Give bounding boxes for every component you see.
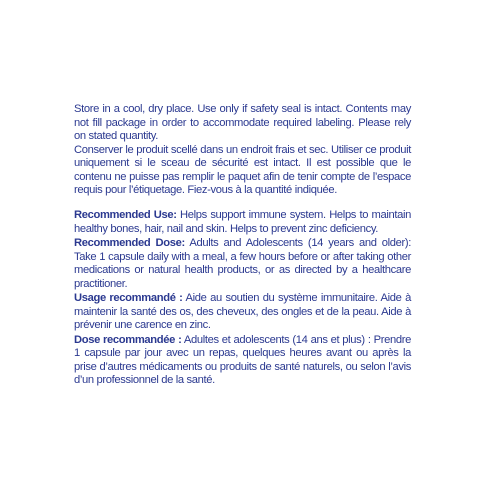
storage-text-english: Store in a cool, dry place. Use only if safety seal is intact. Contents may not fill package in order to accommodate required labeling. Please rely on stated quantity. (74, 103, 411, 142)
recommended-dose-section (74, 237, 411, 291)
dose-recommandee-section (74, 334, 411, 388)
usage-recommande-text: Aide au soutien du système immunitaire. Aide à maintenir la santé des os, des cheveux, des ongles et de la peau. Aide à prévenir une carence en zinc. (74, 292, 412, 331)
recommended-use-heading: Recommended Use: (74, 209, 177, 221)
usage-and-dose-info (74, 209, 411, 388)
recommended-dose-text: Adults and Adolescents (14 years and older): Take 1 capsule daily with a meal, a few hours before or after taking other medications or natural health products, or as directed by a healthcare practitioner. (74, 237, 411, 290)
storage-text-french: Conserver le produit scellé dans un endroit frais et sec. Utiliser ce produit uniquement si le sceau de sécurité est intact. Il est possible que le contenu ne puisse pas remplir le paquet afin de tenir compte de l’espace requis pour l’étiquetage. Fiez-vous à la quantité indiquée. (74, 143, 411, 196)
usage-recommande-section (74, 292, 411, 333)
recommended-use-section (74, 209, 411, 236)
usage-recommande-heading: Usage recommandé : (74, 292, 183, 304)
recommended-dose-heading: Recommended Dose: (74, 237, 185, 249)
storage-instructions (74, 103, 411, 198)
dose-recommandee-heading: Dose recommandée : (74, 333, 182, 346)
dose-recommandee-text: Adultes et adolescents (14 ans et plus) : Prendre 1 capsule par jour avec un repas, quelques heures avant ou après la prise d’autres médicaments ou produits de santé naturels, ou selon l’avis d’un professionnel de la santé. (74, 333, 412, 386)
recommended-use-text: Helps support immune system. Helps to maintain healthy bones, hair, nail and skin. Helps to prevent zinc deficiency. (74, 209, 411, 235)
